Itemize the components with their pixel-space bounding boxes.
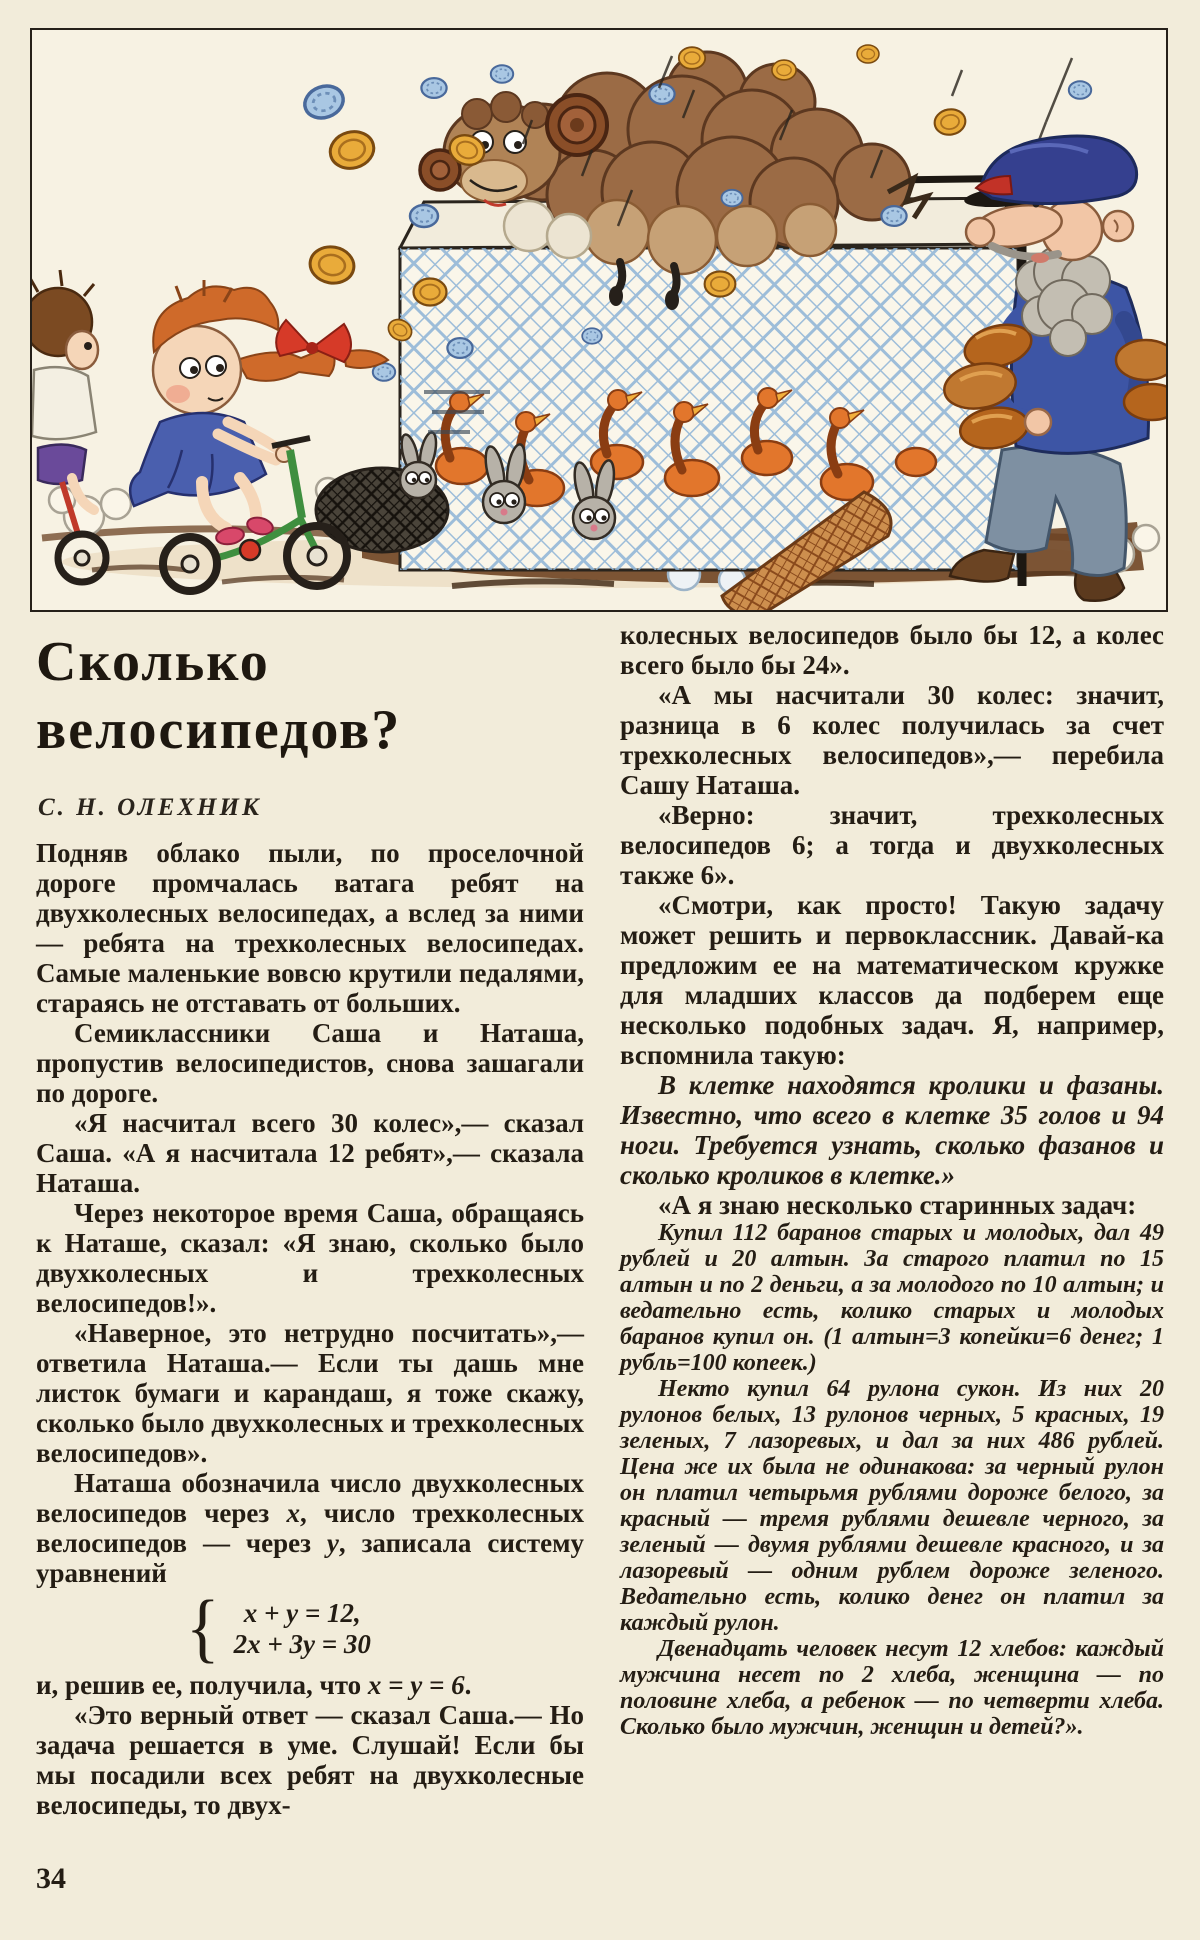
equation-brace: {	[186, 1586, 220, 1671]
task-rabbits-pheasants: В клетке находятся кролики и фазаны. Известно, что всего в клетке 35 голов и 94 ноги. Требуется узнать, сколько фазанов и сколько кроликов в клетке.»	[620, 1070, 1164, 1190]
task-twelve-people: Двенадцать человек несут 12 хлебов: каждый мужчина несет по 2 хлеба, женщина — по половине хлеба, а ребенок — по четверти хлеба. Сколько было мужчин, женщин и детей?».	[620, 1636, 1164, 1740]
title-line-1: Сколько	[36, 631, 270, 693]
task-sheep: Купил 112 баранов старых и молодых, дал 49 рублей и 20 алтын. За старого платил по 15 алтын и по 2 деньги, а за молодого по 10 алтын; и ведательно есть, колико старых и молодых баранов купил он. (1 алтын=3 копейки=6 денег; 1 рубль=100 копеек.)	[620, 1220, 1164, 1376]
paragraph-30-wheels: «Я насчитал всего 30 колес»,— сказал Саша. «А я насчитала 12 ребят»,— сказала Наташа.	[36, 1108, 584, 1198]
paragraph-solution: и, решив ее, получила, что x = y = 6.	[36, 1670, 472, 1700]
math-result: x = y = 6	[367, 1670, 465, 1700]
illustration	[30, 28, 1168, 612]
paragraph-denote-xy: Наташа обозначила число двухколесных велосипедов через x, число трехколесных велосипедов — через y, записала систему уравнений	[36, 1468, 584, 1588]
task-cloth-rolls: Некто купил 64 рулона сукон. Из них 20 рулонов белых, 13 рулонов черных, 5 красных, 19 зеленых, 7 лазоревых, и дал за них 486 рублей. Цена же их была не одинакова: за черный рулон он платил четырьмя рублями дороже белого, за красный — тремя рублями дешевле черного, за зеленый — двумя рублями дешевле красного, и за лазоревый — одним рублем дороже зеленого. Ведательно есть, колико денег он платил за каждый рулон.	[620, 1376, 1164, 1636]
equation-line-2: 2x + 3y = 30	[233, 1629, 371, 1659]
title-line-2: велосипедов?	[36, 699, 402, 761]
page-number: 34	[36, 1862, 66, 1895]
right-column	[620, 620, 1164, 1740]
paragraph-correct-answer: «Это верный ответ — сказал Саша.— Но задача решается в уме. Слушай! Если бы мы посадили всех ребят на двухколесные велосипеды, то двух-	[36, 1700, 584, 1820]
paragraph-intro: Подняв облако пыли, по проселочной дороге промчалась ватага ребят на двухколесных велосипедах, а вслед за ними — ребята на трехколесных велосипедах. Самые маленькие вовсю крутили педалями, стараясь не отставать от больших.	[36, 838, 584, 1018]
illustration-svg	[32, 30, 1166, 610]
article-title	[36, 628, 616, 764]
math-x: x	[286, 1498, 300, 1528]
equation-line-1: x + y = 12,	[243, 1598, 361, 1628]
paragraph-difference: «А мы насчитали 30 колес: значит, разница в 6 колес получилась за счет трехколесных велосипедов»,— перебила Сашу Наташа.	[620, 680, 1164, 800]
paragraph-verno: «Верно: значит, трехколесных велосипедов 6; а тогда и двухколесных также 6».	[620, 800, 1164, 890]
paragraph-old-tasks-intro: «А я знаю несколько старинных задач:	[658, 1190, 1137, 1220]
paragraph-first-grader: «Смотри, как просто! Такую задачу может решить и первоклассник. Давай-ка предложим ее на математическом кружке для младших классов да подберем еще несколько подобных задач. Я, например, вспомнила такую:	[620, 890, 1164, 1070]
article-author: С. Н. ОЛЕХНИК	[38, 794, 262, 821]
paragraph-paper-pencil: «Наверное, это нетрудно посчитать»,— ответила Наташа.— Если ты дашь мне листок бумаги и карандаш, я тоже скажу, сколько было двухколесных и трехколесных велосипедов».	[36, 1318, 584, 1468]
paragraph-i-know: Через некоторое время Саша, обращаясь к Наташе, сказал: «Я знаю, сколько было двухколесных и трехколесных велосипедов!».	[36, 1198, 584, 1318]
equation-system	[186, 1586, 584, 1671]
paragraph-sasha-natasha: Семиклассники Саша и Наташа, пропустив велосипедистов, снова зашагали по дороге.	[36, 1018, 584, 1108]
math-y: y	[326, 1528, 339, 1558]
left-column	[36, 838, 584, 1820]
paragraph-continuation: колесных велосипедов было бы 12, а колес всего было бы 24».	[620, 620, 1164, 680]
